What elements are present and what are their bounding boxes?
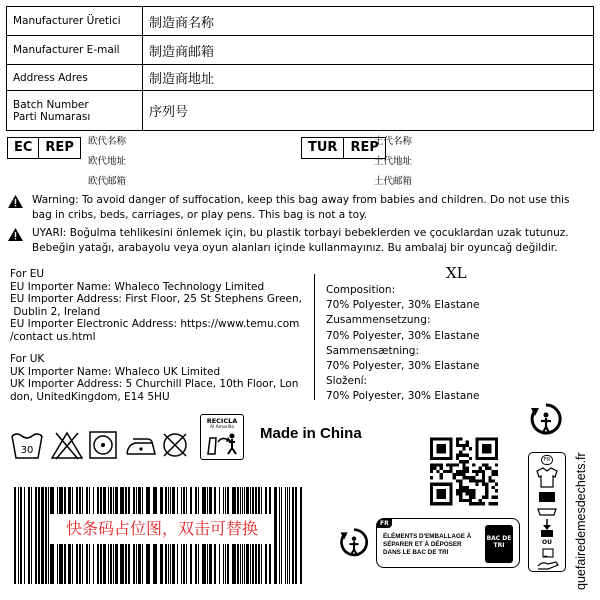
packaging-sorting-text: ÉLÉMENTS D'EMBALLAGE À SÉPARER ET À DÉPOSER DANS LE BAC DE TRI — [383, 533, 472, 556]
batch-value: 序列号 — [143, 91, 594, 131]
manufacturer-value: 制造商名称 — [143, 7, 594, 36]
composition — [326, 283, 480, 405]
iron-low-icon — [124, 430, 158, 460]
uk-importer-name: UK Importer Name: Whaleco UK Limited — [10, 365, 221, 378]
do-not-bleach-icon — [50, 430, 84, 460]
email-value: 制造商邮箱 — [143, 36, 594, 65]
composition-line: Composition: — [326, 284, 396, 296]
ec-rep-tag — [7, 137, 81, 159]
composition-line: 70% Polyester, 30% Elastane — [326, 299, 480, 312]
packaging-icons — [535, 467, 559, 537]
qr-code — [430, 437, 498, 509]
ec-rep-address: 欧代地址 — [88, 156, 127, 167]
recicla-title: RECICLA — [206, 417, 238, 425]
table-row — [7, 91, 594, 131]
eu-heading: For EU — [10, 268, 45, 280]
batch-label-line1: Batch Number — [13, 98, 89, 111]
composition-line: Složení: — [326, 375, 368, 388]
packaging-sorting-box — [376, 518, 520, 568]
tur-rep-lines — [374, 132, 412, 192]
warning-english — [8, 193, 592, 223]
warning-turkish — [8, 226, 592, 256]
ou-label: OU — [542, 539, 552, 546]
composition-line: 70% Polyester, 30% Elastane — [326, 329, 480, 342]
composition-line: Zusammensetzung: — [326, 314, 431, 327]
composition-line: Sammensætning: — [326, 344, 419, 357]
eu-importer-email-2: /contact us.html — [10, 330, 96, 343]
tur-rep-address: 土代地址 — [374, 156, 413, 167]
recicla-subtitle: Al Amarillo — [209, 425, 235, 430]
batch-label-line2: Parti Numarası — [13, 110, 91, 123]
fr-badge: FR — [377, 519, 392, 528]
composition-line: 70% Polyester, 30% Elastane — [326, 360, 480, 373]
uk-importer-address-1: UK Importer Address: 5 Churchill Place, 10th Floor, Lon — [10, 378, 299, 390]
donate-heart-icon — [536, 548, 560, 570]
sorting-bin-label: BAC DE TRI — [486, 535, 512, 549]
composition-line: 70% Polyester, 30% Elastane — [326, 390, 480, 403]
warning-english-text: Warning: To avoid danger of suffocation, keep this bag away from babies and children. Do not use this bag in cribs, beds, carriages, or play pens. This bag is not a toy. — [32, 194, 570, 221]
column-divider — [314, 274, 315, 400]
ec-tag-left: EC — [14, 140, 33, 155]
batch-label — [7, 91, 143, 131]
tur-rep-name: 土代名称 — [374, 136, 413, 147]
table-row — [7, 7, 594, 36]
tur-tag-right: REP — [343, 138, 384, 158]
fr-badge: FR — [541, 455, 553, 465]
made-in-label: Made in China — [260, 425, 362, 442]
sorting-info-box — [528, 452, 566, 572]
website-text: quefairedemesdechets.fr — [574, 452, 588, 590]
size-label: XL — [446, 264, 467, 282]
sorting-bin — [485, 525, 513, 563]
wash-30-icon — [10, 430, 44, 460]
eu-importer-email-1: EU Importer Electronic Address: https://www.temu.com — [10, 318, 300, 330]
eu-importer-address-1: EU Importer Address: First Floor, 25 St Stephens Green, — [10, 293, 302, 305]
warning-turkish-line1: UYARI: Boğulma tehlikesini önlemek için, bu plastik torbayi bebeklerden ve çocuklardan uzak tutunuz. — [32, 227, 569, 239]
barcode-placeholder-note: 快条码占位图，双击可替换 — [50, 514, 274, 544]
ec-rep-lines — [88, 132, 126, 192]
address-value: 制造商地址 — [143, 65, 594, 91]
eu-importer-name: EU Importer Name: Whaleco Technology Limited — [10, 280, 265, 293]
warning-icon — [8, 195, 23, 208]
warning-icon — [8, 228, 23, 241]
triman-icon — [529, 402, 563, 442]
recicla-logo — [200, 414, 244, 460]
ec-rep-email: 欧代邮箱 — [88, 176, 127, 187]
address-label: Address Adres — [7, 65, 143, 91]
table-row — [7, 65, 594, 91]
do-not-dry-clean-icon — [160, 430, 190, 460]
eu-importer — [10, 268, 302, 343]
uk-heading: For UK — [10, 353, 45, 365]
warning-turkish-line2: Bebeğin yatağı, arabayolu veya oyun alanları içinde kullanmayınız. Bu ambalaj bir oyuncağ değildir. — [32, 242, 558, 254]
tumble-dry-icon — [88, 430, 118, 460]
ec-tag-right: REP — [38, 138, 79, 158]
wash-temp: 30 — [20, 445, 34, 456]
uk-importer — [10, 353, 298, 403]
ec-rep-name: 欧代名称 — [88, 136, 127, 147]
tur-tag-left: TUR — [308, 140, 338, 155]
manufacturer-table — [6, 6, 594, 131]
recycle-bin-icon — [206, 432, 238, 456]
tur-rep-email: 土代邮箱 — [374, 176, 413, 187]
eu-importer-address-2: Dublin 2, Ireland — [10, 305, 101, 318]
table-row — [7, 36, 594, 65]
manufacturer-label: Manufacturer Üretici — [7, 7, 143, 36]
uk-importer-address-2: don, UnitedKingdom, E14 5HU — [10, 390, 170, 403]
email-label: Manufacturer E-mail — [7, 36, 143, 65]
triman-icon — [338, 527, 370, 563]
